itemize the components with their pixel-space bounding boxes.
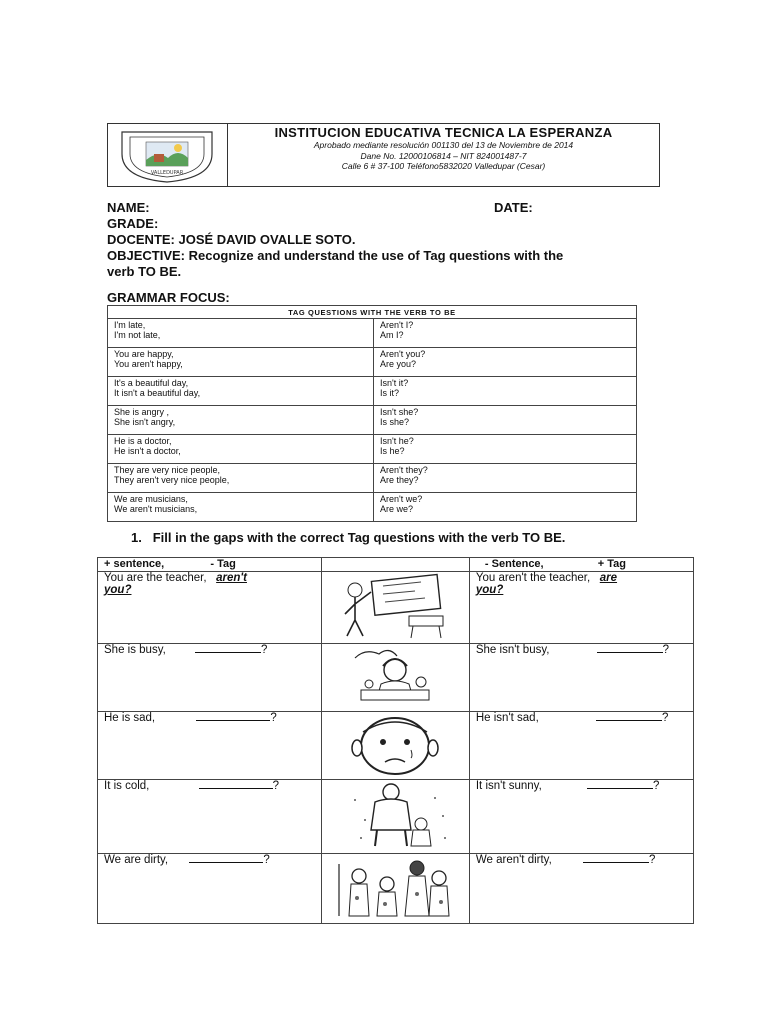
positive-sentence: It is cold, — [104, 780, 150, 792]
right-column-header — [469, 558, 693, 572]
grammar-row — [108, 493, 637, 522]
example-answer: are — [599, 572, 618, 584]
right-head-sentence: - Sentence, — [484, 558, 544, 570]
grammar-row — [108, 435, 637, 464]
grammar-row — [108, 319, 637, 348]
grammar-table — [107, 305, 637, 522]
grammar-row — [108, 464, 637, 493]
answer-blank[interactable] — [587, 788, 653, 789]
exercise-row: It is cold, ? It isn't sunny, ? — [98, 780, 694, 854]
tag: Are you? — [380, 359, 417, 369]
exercise-row — [98, 572, 694, 644]
left-head-tag: - Tag — [210, 558, 236, 570]
grammar-row — [108, 348, 637, 377]
address-line: Calle 6 # 37-100 Teléfono5832020 Valledupar (Cesar) — [341, 161, 546, 171]
objective-line-2: verb TO BE. — [107, 264, 182, 279]
answer-blank[interactable] — [583, 862, 649, 863]
tag: Are we? — [380, 504, 414, 514]
exercise-table — [97, 557, 694, 924]
school-logo — [108, 124, 228, 186]
sentence: She is angry , — [114, 407, 170, 417]
svg-text:VALLEDUPAR: VALLEDUPAR — [150, 170, 184, 176]
grammar-focus-label: GRAMMAR FOCUS: — [107, 290, 230, 305]
teacher-illustration — [322, 572, 470, 644]
sentence: He isn't a doctor, — [114, 446, 181, 456]
cold-weather-illustration — [322, 780, 470, 854]
sad-boy-illustration — [322, 712, 470, 780]
tag: Isn't it? — [380, 378, 409, 388]
grammar-row — [108, 406, 637, 435]
negative-sentence: He isn't sad, — [475, 712, 539, 724]
resolution-line: Aprobado mediante resolución 001130 del 13 de Noviembre de 2014 — [313, 140, 574, 150]
tag: Is he? — [380, 446, 405, 456]
name-label: NAME: — [107, 200, 150, 215]
sentence: We aren't musicians, — [114, 504, 198, 514]
dirty-children-icon — [325, 854, 465, 920]
tag: Am I? — [380, 330, 404, 340]
right-head-tag: + Tag — [597, 558, 626, 570]
objective-line-1: OBJECTIVE: Recognize and understand the use of Tag questions with the — [107, 248, 564, 263]
answer-blank[interactable] — [199, 788, 273, 789]
exercise-row: He is sad, ? He isn't sad, ? — [98, 712, 694, 780]
busy-woman-icon — [325, 644, 465, 708]
exercise-number: 1. — [131, 530, 142, 545]
cold-people-icon — [325, 780, 465, 850]
positive-sentence: We are dirty, — [104, 854, 169, 866]
tag: Isn't she? — [380, 407, 419, 417]
positive-sentence: He is sad, — [104, 712, 156, 724]
left-head-sentence: + sentence, — [104, 558, 165, 570]
tag: Are they? — [380, 475, 419, 485]
dirty-children-illustration — [322, 854, 470, 924]
sentence: I'm not late, — [114, 330, 161, 340]
negative-sentence: It isn't sunny, — [475, 780, 542, 792]
negative-sentence: She isn't busy, — [475, 644, 550, 656]
tag: Aren't you? — [380, 349, 426, 359]
example-answer: you? — [475, 584, 504, 596]
grammar-row — [108, 377, 637, 406]
sentence: It's a beautiful day, — [114, 378, 189, 388]
busy-woman-illustration — [322, 644, 470, 712]
left-column-header — [98, 558, 322, 572]
header-text — [228, 124, 659, 186]
positive-sentence: She is busy, — [104, 644, 166, 656]
sentence: It isn't a beautiful day, — [114, 388, 201, 398]
answer-blank[interactable] — [189, 862, 263, 863]
tag: Aren't we? — [380, 494, 423, 504]
sentence: She isn't angry, — [114, 417, 176, 427]
institution-name: INSTITUCION EDUCATIVA TECNICA LA ESPERANZA — [274, 125, 613, 140]
sentence: He is a doctor, — [114, 436, 172, 446]
positive-sentence: You are the teacher, — [104, 572, 207, 584]
sentence: You are happy, — [114, 349, 174, 359]
example-answer: aren't — [216, 572, 247, 584]
negative-sentence: We aren't dirty, — [475, 854, 552, 866]
example-answer: you? — [104, 584, 132, 596]
sentence: We are musicians, — [114, 494, 188, 504]
exercise-instruction — [131, 530, 565, 545]
sentence: I'm late, — [114, 320, 146, 330]
tag: Aren't I? — [380, 320, 414, 330]
sentence: You aren't happy, — [114, 359, 183, 369]
exercise-row: We are dirty, ? We aren't dirty, ? — [98, 854, 694, 924]
tag: Isn't he? — [380, 436, 414, 446]
grammar-table-title: TAG QUESTIONS WITH THE VERB TO BE — [108, 306, 637, 319]
tag: Aren't they? — [380, 465, 428, 475]
answer-blank[interactable] — [195, 652, 261, 653]
docente-label: DOCENTE: JOSÉ DAVID OVALLE SOTO. — [107, 232, 356, 247]
sad-face-icon — [325, 712, 465, 776]
answer-blank[interactable] — [596, 720, 662, 721]
dane-nit-line: Dane No. 12000106814 – NIT 824001487-7 — [360, 150, 527, 161]
school-header — [107, 123, 660, 187]
exercise-header-row — [98, 558, 694, 572]
teacher-at-blackboard-icon — [325, 572, 465, 640]
grammar-table-header — [108, 306, 637, 319]
sentence: They aren't very nice people, — [114, 475, 230, 485]
negative-sentence: You aren't the teacher, — [475, 572, 591, 584]
sentence: They are very nice people, — [114, 465, 221, 475]
exercise-instruction-text: Fill in the gaps with the correct Tag questions with the verb TO BE. — [152, 530, 566, 545]
answer-blank[interactable] — [196, 720, 270, 721]
exercise-row: She is busy, ? She isn't busy, ? — [98, 644, 694, 712]
grade-label: GRADE: — [107, 216, 159, 231]
date-label: DATE: — [494, 200, 533, 215]
answer-blank[interactable] — [597, 652, 663, 653]
tag: Is she? — [380, 417, 410, 427]
tag: Is it? — [380, 388, 400, 398]
